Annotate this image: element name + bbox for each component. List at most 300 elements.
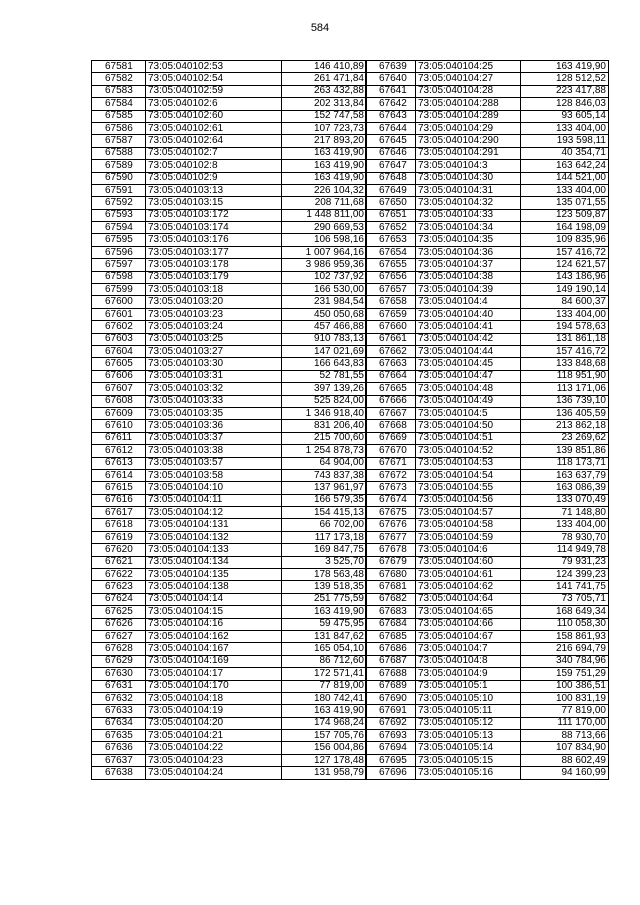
cadastral-value: 261 471,84: [282, 73, 367, 85]
table-row: [92, 581, 367, 593]
cadastral-value: 226 104,32: [282, 184, 367, 196]
cadastral-number: 73:05:040102:7: [146, 147, 282, 159]
table-row: [92, 618, 367, 630]
table-row: [92, 668, 367, 680]
cadastral-value: 139 851,86: [521, 445, 609, 457]
cadastral-value: 114 949,78: [521, 544, 609, 556]
cadastral-number: 73:05:040103:38: [146, 445, 282, 457]
cadastral-value: 52 781,55: [282, 370, 367, 382]
table-row: [92, 519, 367, 531]
cadastral-number: 73:05:040104:37: [416, 259, 521, 271]
table-row: [366, 184, 609, 196]
table-row: [92, 160, 367, 172]
cadastral-number: 73:05:040103:23: [146, 308, 282, 320]
table-row: [92, 457, 367, 469]
row-number: 67652: [366, 222, 416, 234]
cadastral-number: 73:05:040105:13: [416, 730, 521, 742]
table-row: [366, 358, 609, 370]
row-number: 67679: [366, 556, 416, 568]
table-row: [366, 147, 609, 159]
row-number: 67597: [92, 259, 146, 271]
cadastral-number: 73:05:040102:9: [146, 172, 282, 184]
table-row: [366, 333, 609, 345]
row-number: 67681: [366, 581, 416, 593]
table-row: [366, 680, 609, 692]
row-number: 67602: [92, 321, 146, 333]
table-row: [92, 445, 367, 457]
row-number: 67596: [92, 246, 146, 258]
cadastral-value: 117 173,18: [282, 531, 367, 543]
cadastral-number: 73:05:040104:27: [416, 73, 521, 85]
cadastral-value: 144 521,00: [521, 172, 609, 184]
cadastral-value: 164 198,09: [521, 222, 609, 234]
table-row: [366, 160, 609, 172]
row-number: 67658: [366, 296, 416, 308]
cadastral-number: 73:05:040104:131: [146, 519, 282, 531]
cadastral-value: 102 737,92: [282, 271, 367, 283]
table-row: [366, 655, 609, 667]
table-row: [92, 655, 367, 667]
cadastral-number: 73:05:040104:33: [416, 209, 521, 221]
cadastral-value: 163 419,90: [282, 172, 367, 184]
row-number: 67648: [366, 172, 416, 184]
row-number: 67639: [366, 61, 416, 73]
table-row: [366, 172, 609, 184]
cadastral-value: 152 747,58: [282, 110, 367, 122]
table-row: [92, 333, 367, 345]
row-number: 67688: [366, 668, 416, 680]
table-row: [366, 345, 609, 357]
cadastral-value: 143 186,96: [521, 271, 609, 283]
row-number: 67610: [92, 420, 146, 432]
cadastral-value: 149 190,14: [521, 284, 609, 296]
cadastral-number: 73:05:040104:16: [146, 618, 282, 630]
cadastral-value: 133 404,00: [521, 308, 609, 320]
table-row: [366, 209, 609, 221]
row-number: 67623: [92, 581, 146, 593]
table-row: [366, 593, 609, 605]
cadastral-value: 118 951,90: [521, 370, 609, 382]
cadastral-number: 73:05:040105:16: [416, 767, 521, 779]
cadastral-number: 73:05:040103:31: [146, 370, 282, 382]
cadastral-value: 290 669,53: [282, 222, 367, 234]
row-number: 67609: [92, 407, 146, 419]
table-row: [366, 432, 609, 444]
table-row: [92, 469, 367, 481]
row-number: 67581: [92, 61, 146, 73]
row-number: 67646: [366, 147, 416, 159]
cadastral-number: 73:05:040103:178: [146, 259, 282, 271]
table-row: [366, 742, 609, 754]
cadastral-number: 73:05:040104:6: [416, 544, 521, 556]
cadastral-number: 73:05:040104:7: [416, 643, 521, 655]
cadastral-value: 168 649,34: [521, 606, 609, 618]
cadastral-number: 73:05:040104:18: [146, 692, 282, 704]
cadastral-number: 73:05:040104:5: [416, 407, 521, 419]
cadastral-value: 78 930,70: [521, 531, 609, 543]
row-number: 67606: [92, 370, 146, 382]
cadastral-number: 73:05:040105:11: [416, 705, 521, 717]
cadastral-value: 123 509,87: [521, 209, 609, 221]
cadastral-number: 73:05:040104:15: [146, 606, 282, 618]
cadastral-number: 73:05:040104:67: [416, 630, 521, 642]
row-number: 67634: [92, 717, 146, 729]
cadastral-number: 73:05:040104:25: [416, 61, 521, 73]
row-number: 67614: [92, 469, 146, 481]
cadastral-value: 107 834,90: [521, 742, 609, 754]
row-number: 67654: [366, 246, 416, 258]
table-row: [92, 556, 367, 568]
cadastral-number: 73:05:040102:53: [146, 61, 282, 73]
cadastral-number: 73:05:040104:288: [416, 98, 521, 110]
cadastral-number: 73:05:040104:135: [146, 569, 282, 581]
cadastral-value: 71 148,80: [521, 507, 609, 519]
row-number: 67690: [366, 692, 416, 704]
cadastral-value: 263 432,88: [282, 85, 367, 97]
cadastral-value: 158 861,93: [521, 630, 609, 642]
row-number: 67682: [366, 593, 416, 605]
cadastral-value: 59 475,95: [282, 618, 367, 630]
row-number: 67620: [92, 544, 146, 556]
cadastral-number: 73:05:040105:14: [416, 742, 521, 754]
table-row: [92, 494, 367, 506]
cadastral-number: 73:05:040104:66: [416, 618, 521, 630]
row-number: 67663: [366, 358, 416, 370]
cadastral-number: 73:05:040103:24: [146, 321, 282, 333]
cadastral-value: 94 160,99: [521, 767, 609, 779]
row-number: 67640: [366, 73, 416, 85]
table-row: [366, 420, 609, 432]
table-row: [366, 618, 609, 630]
cadastral-value: 84 600,37: [521, 296, 609, 308]
row-number: 67664: [366, 370, 416, 382]
row-number: 67625: [92, 606, 146, 618]
cadastral-value: 163 642,24: [521, 160, 609, 172]
table-row: [366, 705, 609, 717]
cadastral-number: 73:05:040104:162: [146, 630, 282, 642]
table-row: [92, 420, 367, 432]
cadastral-number: 73:05:040104:32: [416, 197, 521, 209]
cadastral-number: 73:05:040104:41: [416, 321, 521, 333]
row-number: 67633: [92, 705, 146, 717]
row-number: 67629: [92, 655, 146, 667]
cadastral-number: 73:05:040102:54: [146, 73, 282, 85]
row-number: 67671: [366, 457, 416, 469]
cadastral-value: 88 602,49: [521, 754, 609, 766]
cadastral-value: 743 837,38: [282, 469, 367, 481]
row-number: 67695: [366, 754, 416, 766]
table-row: [366, 754, 609, 766]
row-number: 67584: [92, 98, 146, 110]
cadastral-value: 136 739,10: [521, 395, 609, 407]
row-number: 67650: [366, 197, 416, 209]
cadastral-number: 73:05:040104:11: [146, 494, 282, 506]
table-row: [92, 296, 367, 308]
cadastral-value: 128 512,52: [521, 73, 609, 85]
cadastral-value: 217 893,20: [282, 135, 367, 147]
cadastral-number: 73:05:040103:179: [146, 271, 282, 283]
row-number: 67616: [92, 494, 146, 506]
cadastral-value: 157 705,76: [282, 730, 367, 742]
cadastral-number: 73:05:040104:53: [416, 457, 521, 469]
cadastral-value: 131 861,18: [521, 333, 609, 345]
table-row: [366, 135, 609, 147]
table-row: [366, 457, 609, 469]
cadastral-number: 73:05:040103:27: [146, 345, 282, 357]
table-row: [366, 630, 609, 642]
cadastral-value: 174 968,24: [282, 717, 367, 729]
row-number: 67612: [92, 445, 146, 457]
cadastral-value: 166 579,35: [282, 494, 367, 506]
cadastral-number: 73:05:040104:289: [416, 110, 521, 122]
table-row: [92, 234, 367, 246]
cadastral-number: 73:05:040104:64: [416, 593, 521, 605]
row-number: 67595: [92, 234, 146, 246]
cadastral-value: 111 170,00: [521, 717, 609, 729]
row-number: 67675: [366, 507, 416, 519]
cadastral-value: 107 723,73: [282, 122, 367, 134]
table-row: [92, 643, 367, 655]
row-number: 67613: [92, 457, 146, 469]
table-row: [92, 135, 367, 147]
cadastral-value: 3 525,70: [282, 556, 367, 568]
cadastral-value: 93 605,14: [521, 110, 609, 122]
cadastral-number: 73:05:040105:12: [416, 717, 521, 729]
table-row: [92, 122, 367, 134]
cadastral-number: 73:05:040104:49: [416, 395, 521, 407]
cadastral-number: 73:05:040104:169: [146, 655, 282, 667]
table-row: [92, 717, 367, 729]
cadastral-value: 137 961,97: [282, 482, 367, 494]
cadastral-number: 73:05:040104:51: [416, 432, 521, 444]
cadastral-number: 73:05:040104:36: [416, 246, 521, 258]
cadastral-number: 73:05:040104:60: [416, 556, 521, 568]
cadastral-value: 910 783,13: [282, 333, 367, 345]
table-row: [92, 110, 367, 122]
table-row: [92, 209, 367, 221]
table-row: [366, 271, 609, 283]
cadastral-number: 73:05:040104:45: [416, 358, 521, 370]
cadastral-value: 178 563,48: [282, 569, 367, 581]
cadastral-table-right: [365, 60, 609, 780]
cadastral-value: 213 862,18: [521, 420, 609, 432]
table-row: [92, 606, 367, 618]
cadastral-number: 73:05:040103:58: [146, 469, 282, 481]
cadastral-number: 73:05:040102:59: [146, 85, 282, 97]
cadastral-number: 73:05:040104:10: [146, 482, 282, 494]
table-row: [366, 246, 609, 258]
cadastral-value: 340 784,96: [521, 655, 609, 667]
row-number: 67643: [366, 110, 416, 122]
cadastral-number: 73:05:040104:65: [416, 606, 521, 618]
row-number: 67601: [92, 308, 146, 320]
cadastral-value: 133 404,00: [521, 519, 609, 531]
cadastral-value: 124 621,57: [521, 259, 609, 271]
cadastral-value: 109 835,96: [521, 234, 609, 246]
table-row: [366, 197, 609, 209]
row-number: 67689: [366, 680, 416, 692]
cadastral-number: 73:05:040104:8: [416, 655, 521, 667]
cadastral-number: 73:05:040103:37: [146, 432, 282, 444]
table-row: [366, 259, 609, 271]
cadastral-number: 73:05:040104:55: [416, 482, 521, 494]
cadastral-value: 1 346 918,40: [282, 407, 367, 419]
table-row: [92, 692, 367, 704]
cadastral-value: 157 416,72: [521, 246, 609, 258]
cadastral-number: 73:05:040104:34: [416, 222, 521, 234]
cadastral-number: 73:05:040103:18: [146, 284, 282, 296]
cadastral-value: 77 819,00: [282, 680, 367, 692]
table-row: [92, 630, 367, 642]
cadastral-number: 73:05:040104:14: [146, 593, 282, 605]
table-row: [92, 544, 367, 556]
table-row: [92, 507, 367, 519]
cadastral-number: 73:05:040104:19: [146, 705, 282, 717]
table-row: [92, 742, 367, 754]
cadastral-number: 73:05:040104:23: [146, 754, 282, 766]
cadastral-number: 73:05:040104:29: [416, 122, 521, 134]
cadastral-value: 118 173,71: [521, 457, 609, 469]
cadastral-number: 73:05:040104:4: [416, 296, 521, 308]
row-number: 67642: [366, 98, 416, 110]
cadastral-value: 163 419,90: [282, 606, 367, 618]
row-number: 67653: [366, 234, 416, 246]
cadastral-value: 86 712,60: [282, 655, 367, 667]
cadastral-number: 73:05:040104:21: [146, 730, 282, 742]
row-number: 67590: [92, 172, 146, 184]
cadastral-number: 73:05:040102:61: [146, 122, 282, 134]
cadastral-number: 73:05:040103:33: [146, 395, 282, 407]
table-row: [92, 395, 367, 407]
row-number: 67603: [92, 333, 146, 345]
row-number: 67683: [366, 606, 416, 618]
cadastral-number: 73:05:040103:32: [146, 383, 282, 395]
row-number: 67678: [366, 544, 416, 556]
cadastral-number: 73:05:040102:64: [146, 135, 282, 147]
table-row: [92, 730, 367, 742]
cadastral-value: 223 417,88: [521, 85, 609, 97]
cadastral-value: 166 643,83: [282, 358, 367, 370]
cadastral-number: 73:05:040103:176: [146, 234, 282, 246]
row-number: 67644: [366, 122, 416, 134]
table-row: [92, 432, 367, 444]
cadastral-value: 73 705,71: [521, 593, 609, 605]
cadastral-number: 73:05:040104:28: [416, 85, 521, 97]
row-number: 67657: [366, 284, 416, 296]
table-row: [366, 494, 609, 506]
cadastral-number: 73:05:040103:35: [146, 407, 282, 419]
row-number: 67669: [366, 432, 416, 444]
table-row: [366, 110, 609, 122]
cadastral-number: 73:05:040104:3: [416, 160, 521, 172]
cadastral-value: 216 694,79: [521, 643, 609, 655]
row-number: 67635: [92, 730, 146, 742]
row-number: 67621: [92, 556, 146, 568]
cadastral-value: 40 354,71: [521, 147, 609, 159]
table-row: [366, 606, 609, 618]
cadastral-value: 106 598,16: [282, 234, 367, 246]
row-number: 67637: [92, 754, 146, 766]
table-row: [366, 383, 609, 395]
row-number: 67624: [92, 593, 146, 605]
cadastral-value: 154 415,13: [282, 507, 367, 519]
table-row: [366, 469, 609, 481]
cadastral-value: 113 171,06: [521, 383, 609, 395]
cadastral-number: 73:05:040102:6: [146, 98, 282, 110]
table-row: [366, 321, 609, 333]
table-row: [92, 271, 367, 283]
cadastral-number: 73:05:040104:56: [416, 494, 521, 506]
row-number: 67680: [366, 569, 416, 581]
cadastral-value: 163 419,90: [521, 61, 609, 73]
table-row: [92, 407, 367, 419]
cadastral-value: 163 086,39: [521, 482, 609, 494]
table-row: [366, 222, 609, 234]
row-number: 67691: [366, 705, 416, 717]
row-number: 67592: [92, 197, 146, 209]
cadastral-number: 73:05:040104:24: [146, 767, 282, 779]
cadastral-value: 831 206,40: [282, 420, 367, 432]
row-number: 67631: [92, 680, 146, 692]
row-number: 67684: [366, 618, 416, 630]
cadastral-value: 110 058,30: [521, 618, 609, 630]
table-row: [92, 383, 367, 395]
row-number: 67607: [92, 383, 146, 395]
cadastral-value: 251 775,59: [282, 593, 367, 605]
table-row: [366, 767, 609, 779]
cadastral-number: 73:05:040104:39: [416, 284, 521, 296]
table-row: [92, 482, 367, 494]
cadastral-value: 136 405,59: [521, 407, 609, 419]
cadastral-number: 73:05:040104:47: [416, 370, 521, 382]
row-number: 67667: [366, 407, 416, 419]
table-row: [92, 531, 367, 543]
row-number: 67659: [366, 308, 416, 320]
table-row: [92, 259, 367, 271]
table-row: [92, 767, 367, 779]
cadastral-value: 215 700,60: [282, 432, 367, 444]
table-row: [92, 172, 367, 184]
table-row: [366, 395, 609, 407]
row-number: 67696: [366, 767, 416, 779]
table-row: [366, 370, 609, 382]
cadastral-value: 88 713,66: [521, 730, 609, 742]
row-number: 67587: [92, 135, 146, 147]
table-row: [92, 246, 367, 258]
cadastral-number: 73:05:040104:44: [416, 345, 521, 357]
table-row: [366, 581, 609, 593]
cadastral-number: 73:05:040103:174: [146, 222, 282, 234]
cadastral-value: 128 846,03: [521, 98, 609, 110]
cadastral-value: 163 419,90: [282, 705, 367, 717]
cadastral-number: 73:05:040103:20: [146, 296, 282, 308]
table-row: [92, 147, 367, 159]
cadastral-value: 180 742,41: [282, 692, 367, 704]
table-row: [92, 680, 367, 692]
row-number: 67674: [366, 494, 416, 506]
cadastral-number: 73:05:040104:38: [416, 271, 521, 283]
row-number: 67676: [366, 519, 416, 531]
cadastral-number: 73:05:040104:57: [416, 507, 521, 519]
table-row: [366, 234, 609, 246]
page-number: 584: [310, 22, 330, 34]
row-number: 67665: [366, 383, 416, 395]
cadastral-value: 133 404,00: [521, 184, 609, 196]
cadastral-number: 73:05:040103:57: [146, 457, 282, 469]
cadastral-value: 77 819,00: [521, 705, 609, 717]
cadastral-value: 100 831,19: [521, 692, 609, 704]
cadastral-number: 73:05:040104:290: [416, 135, 521, 147]
